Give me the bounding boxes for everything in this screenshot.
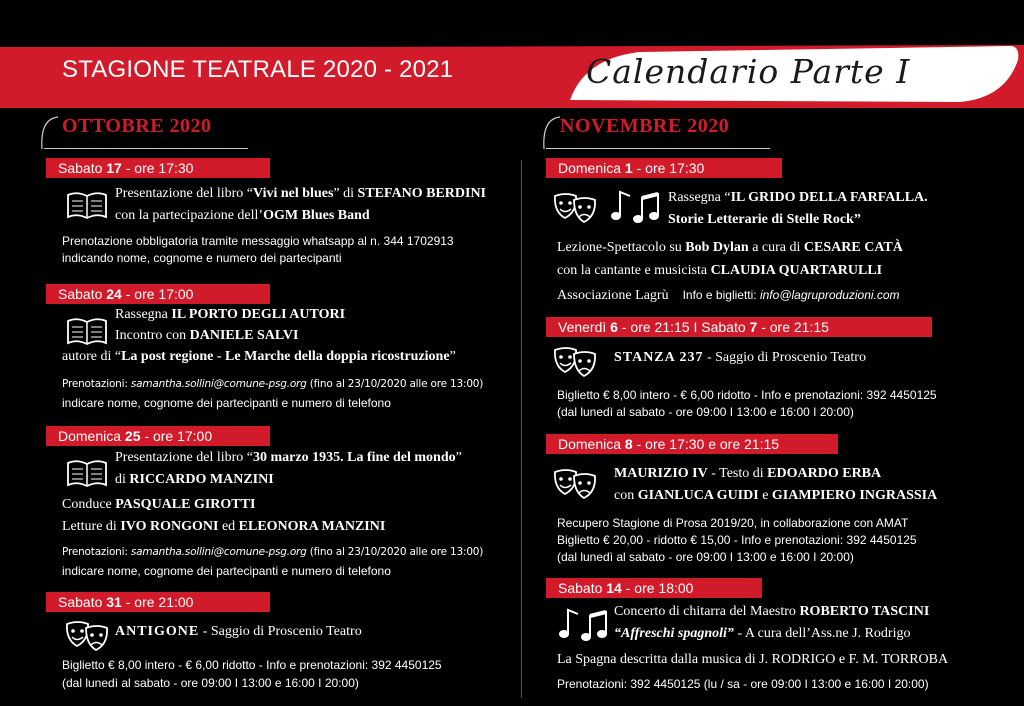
date-bar: Domenica 25 - ore 17:00 xyxy=(46,426,270,446)
event-line: Conduce PASQUALE GIROTTI xyxy=(62,497,256,512)
event-info: Biglietto € 20,00 - ridotto € 15,00 - Info e prenotazioni: 392 4450125 xyxy=(557,533,917,547)
event-line: con la partecipazione dell’OGM Blues Band xyxy=(115,208,370,223)
event-line: Presentazione del libro “Vivi nel blues” di STEFANO BERDINI xyxy=(115,186,487,201)
book-icon xyxy=(66,190,108,220)
date-bar: Sabato 14 - ore 18:00 xyxy=(546,578,762,598)
event-line: Presentazione del libro “30 marzo 1935. La fine del mondo” xyxy=(115,450,462,465)
date-bar: Sabato 31 - ore 21:00 xyxy=(46,592,270,612)
date-bar: Domenica 1 - ore 17:30 xyxy=(546,158,782,178)
event-line: Lezione-Spettacolo su Bob Dylan a cura di CESARE CATÀ xyxy=(557,240,903,255)
theater-masks-icon xyxy=(552,468,598,500)
event-info: (dal lunedì al sabato - ore 09:00 I 13:00 e 16:00 I 20:00) xyxy=(557,550,854,564)
event-info: Prenotazioni: samantha.sollini@comune-psg.org (fino al 23/10/2020 alle ore 13:00) xyxy=(62,546,484,558)
book-icon xyxy=(66,458,108,488)
page-subtitle: Calendario Parte I xyxy=(586,52,911,91)
date-bar: Sabato 17 - ore 17:30 xyxy=(46,158,270,178)
event-line: di RICCARDO MANZINI xyxy=(115,472,274,487)
event-info: Biglietto € 8,00 intero - € 6,00 ridotto - Info e prenotazioni: 392 4450125 xyxy=(62,658,442,672)
event-line: “Affreschi spagnoli” - A cura dell’Ass.ne J. Rodrigo xyxy=(614,626,911,641)
music-notes-icon xyxy=(608,186,660,226)
date-bar: Venerdì 6 - ore 21:15 I Sabato 7 - ore 21:15 xyxy=(546,317,932,337)
event-line: Associazione Lagrù Info e biglietti: info@lagruproduzioni.com xyxy=(557,288,900,303)
event-line: autore di “La post regione - Le Marche della doppia ricostruzione” xyxy=(62,349,456,364)
event-info: Prenotazione obbligatoria tramite messaggio whatsapp al n. 344 1702913 xyxy=(62,234,454,248)
event-line: Concerto di chitarra del Maestro ROBERTO TASCINI xyxy=(614,604,930,619)
date-bar: Domenica 8 - ore 17:30 e ore 21:15 xyxy=(546,434,838,454)
theater-masks-icon xyxy=(552,192,598,224)
event-line: Incontro con DANIELE SALVI xyxy=(115,328,299,343)
event-line: Letture di IVO RONGONI ed ELEONORA MANZINI xyxy=(62,519,386,534)
event-line: STANZA 237 - Saggio di Proscenio Teatro xyxy=(614,350,866,365)
event-line: ANTIGONE - Saggio di Proscenio Teatro xyxy=(115,624,362,639)
theater-masks-icon xyxy=(552,346,598,378)
theater-masks-icon xyxy=(64,620,110,652)
event-line: Rassegna IL PORTO DEGLI AUTORI xyxy=(115,307,346,322)
column-divider xyxy=(521,160,522,698)
page-title: STAGIONE TEATRALE 2020 - 2021 xyxy=(62,56,454,83)
event-line: La Spagna descritta dalla musica di J. RODRIGO e F. M. TORROBA xyxy=(557,652,949,667)
event-info: (dal lunedì al sabato - ore 09:00 I 13:00 e 16:00 I 20:00) xyxy=(557,405,854,419)
bracket-ornament-icon xyxy=(38,115,60,151)
event-info: Recupero Stagione di Prosa 2019/20, in collaborazione con AMAT xyxy=(557,516,909,530)
music-notes-icon xyxy=(556,604,608,644)
month-underline xyxy=(546,148,770,149)
bracket-ornament-icon xyxy=(540,115,562,151)
event-info: (dal lunedì al sabato - ore 09:00 I 13:00 e 16:00 I 20:00) xyxy=(62,676,359,690)
event-line: Storie Letterarie di Stelle Rock” xyxy=(668,212,861,227)
event-line: Rassegna “IL GRIDO DELLA FARFALLA. xyxy=(668,190,928,205)
month-heading-october: OTTOBRE 2020 xyxy=(62,115,212,137)
event-info: Prenotazioni: 392 4450125 (lu / sa - ore 09:00 I 13:00 e 16:00 I 20:00) xyxy=(557,677,929,691)
event-info: indicando nome, cognome e numero dei partecipanti xyxy=(62,251,342,265)
event-info: Biglietto € 8,00 intero - € 6,00 ridotto - Info e prenotazioni: 392 4450125 xyxy=(557,388,937,402)
date-bar: Sabato 24 - ore 17:00 xyxy=(46,284,270,304)
month-heading-november: NOVEMBRE 2020 xyxy=(560,115,730,137)
event-line: con GIANLUCA GUIDI e GIAMPIERO INGRASSIA xyxy=(614,488,938,503)
event-line: con la cantante e musicista CLAUDIA QUARTARULLI xyxy=(557,263,883,278)
month-underline xyxy=(44,148,248,149)
event-info: indicare nome, cognome dei partecipanti e numero di telefono xyxy=(62,396,391,410)
event-line: MAURIZIO IV - Testo di EDOARDO ERBA xyxy=(614,466,882,481)
book-icon xyxy=(66,316,108,346)
event-info: indicare nome, cognome dei partecipanti e numero di telefono xyxy=(62,564,391,578)
event-info: Prenotazioni: samantha.sollini@comune-psg.org (fino al 23/10/2020 alle ore 13:00) xyxy=(62,378,484,390)
